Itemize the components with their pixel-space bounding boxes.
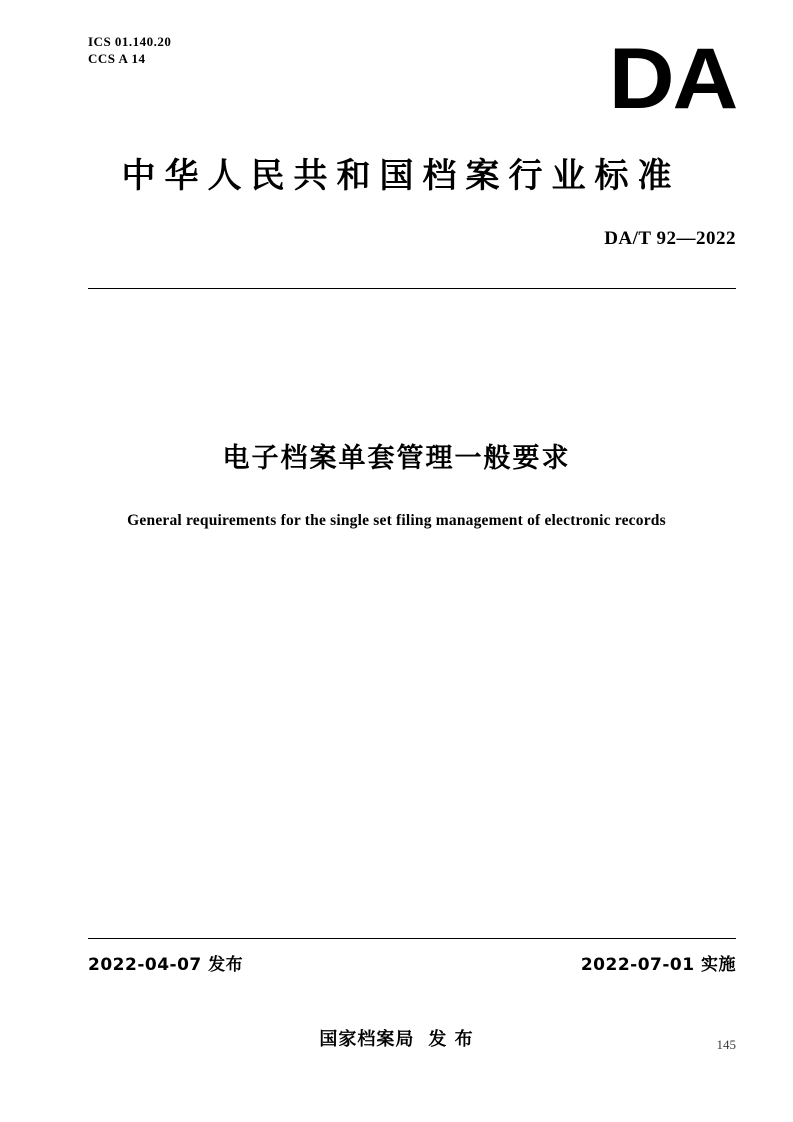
page-number: 145 xyxy=(716,1037,736,1052)
issue-date: 2022-04-07 发布 xyxy=(88,955,244,975)
publisher-action: 发 布 xyxy=(428,1029,474,1050)
standard-classification-block xyxy=(88,33,171,67)
ccs-code: CCS A 14 xyxy=(88,51,146,66)
effective-date: 2022-07-01 实施 xyxy=(580,955,736,975)
header-divider xyxy=(88,288,736,289)
document-title-english: General requirements for the single set filing management of electronic records xyxy=(127,512,666,529)
standard-number: DA/T 92—2022 xyxy=(604,228,736,249)
ics-code: ICS 01.140.20 xyxy=(88,34,172,49)
document-title-chinese: 电子档案单套管理一般要求 xyxy=(222,443,571,474)
publisher-name: 国家档案局 xyxy=(319,1029,415,1050)
footer-divider xyxy=(88,938,736,939)
publisher-line xyxy=(0,1025,793,1051)
da-logo: DA xyxy=(608,31,736,127)
standard-organization-title: 中华人民共和国档案行业标准 xyxy=(121,156,681,196)
